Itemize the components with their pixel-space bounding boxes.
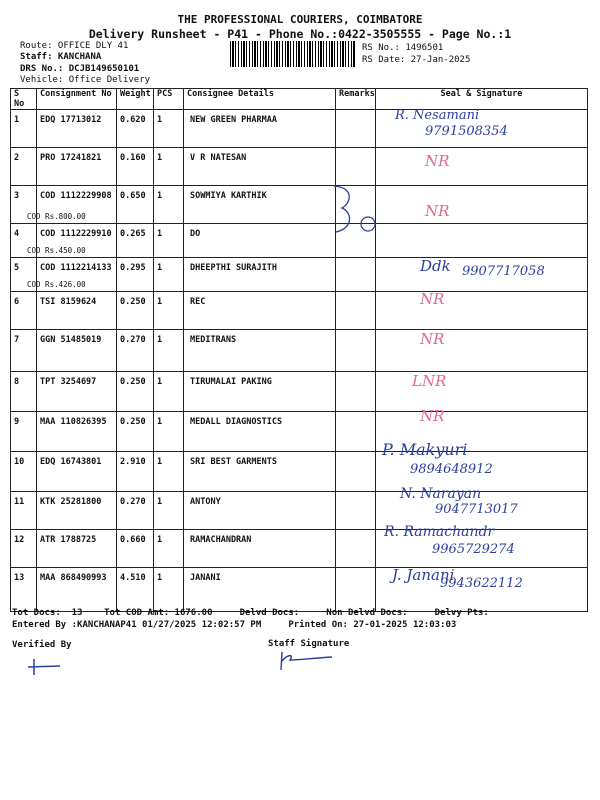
runsheet-table [10, 88, 588, 612]
row-remarks [336, 292, 376, 330]
row-remarks [336, 110, 376, 148]
table-row [11, 492, 588, 530]
row-consignee: RAMACHANDRAN [184, 530, 336, 568]
verified-signature [26, 655, 66, 677]
row-consignment: COD 1112214133 COD Rs.426.00 [37, 258, 117, 292]
row-consignee: ANTONY [184, 492, 336, 530]
table-row [11, 186, 588, 224]
row-weight: 0.650 [117, 186, 154, 224]
row-consignee: SRI BEST GARMENTS [184, 452, 336, 492]
row-remarks [336, 412, 376, 452]
barcode [230, 41, 356, 67]
row-seal-signature [376, 452, 588, 492]
handwritten-phone: 9943622112 [440, 576, 523, 591]
row-pcs: 1 [154, 372, 184, 412]
row-sno: 8 [11, 372, 37, 412]
table-row [11, 530, 588, 568]
handwritten-nr: NR [420, 407, 445, 425]
row-pcs: 1 [154, 148, 184, 186]
row-sno: 1 [11, 110, 37, 148]
row-remarks [336, 372, 376, 412]
row-consignee: SOWMIYA KARTHIK [184, 186, 336, 224]
col-consignee: Consignee Details [184, 89, 336, 110]
col-remarks: Remarks [336, 89, 376, 110]
table-row [11, 110, 588, 148]
entered-by-line: Entered By :KANCHANAP41 01/27/2025 12:02:57 PM Printed On: 27-01-2025 12:03:03 [12, 620, 457, 630]
row-remarks [336, 492, 376, 530]
bracket-mark [330, 184, 380, 236]
row-sno: 13 [11, 568, 37, 612]
row-sno: 11 [11, 492, 37, 530]
handwritten-phone: 9791508354 [425, 124, 508, 139]
col-weight: Weight [117, 89, 154, 110]
row-seal-signature [376, 258, 588, 292]
row-pcs: 1 [154, 452, 184, 492]
row-seal-signature [376, 224, 588, 258]
row-sno: 5 [11, 258, 37, 292]
handwritten-name: R. Ramachandr [384, 524, 495, 540]
row-pcs: 1 [154, 568, 184, 612]
row-consignment: COD 1112229910 COD Rs.450.00 [37, 224, 117, 258]
row-pcs: 1 [154, 110, 184, 148]
handwritten-nr: NR [420, 330, 445, 348]
handwritten-name: N. Narayan [400, 486, 482, 502]
handwritten-signature: Ddk [420, 257, 451, 275]
handwritten-nr: LNR [412, 372, 447, 390]
row-consignment: TPT 3254697 [37, 372, 117, 412]
row-sno: 12 [11, 530, 37, 568]
table-row [11, 412, 588, 452]
row-weight: 0.270 [117, 492, 154, 530]
col-sno: S No [11, 89, 37, 110]
row-remarks [336, 452, 376, 492]
row-weight: 0.265 [117, 224, 154, 258]
row-consignment: ATR 1788725 [37, 530, 117, 568]
table-row [11, 330, 588, 372]
handwritten-nr: NR [425, 152, 450, 170]
row-consignment: GGN 51485019 [37, 330, 117, 372]
row-consignment: EDQ 17713012 [37, 110, 117, 148]
route-label: Route: OFFICE DLY 41 [20, 41, 129, 51]
row-seal-signature [376, 530, 588, 568]
row-consignee: V R NATESAN [184, 148, 336, 186]
cod-amount: COD Rs.450.00 [27, 246, 86, 255]
row-pcs: 1 [154, 224, 184, 258]
row-consignment: PRO 17241821 [37, 148, 117, 186]
row-consignee: NEW GREEN PHARMAA [184, 110, 336, 148]
row-consignment: KTK 25281800 [37, 492, 117, 530]
rs-date: RS Date: 27-Jan-2025 [362, 55, 471, 65]
table-row [11, 224, 588, 258]
row-sno: 9 [11, 412, 37, 452]
row-weight: 2.910 [117, 452, 154, 492]
row-weight: 0.160 [117, 148, 154, 186]
row-consignee: REC [184, 292, 336, 330]
row-weight: 4.510 [117, 568, 154, 612]
row-pcs: 1 [154, 492, 184, 530]
row-weight: 0.295 [117, 258, 154, 292]
handwritten-phone: 9047713017 [435, 502, 518, 517]
col-pcs: PCS [154, 89, 184, 110]
row-consignment: MAA 868490993 [37, 568, 117, 612]
row-sno: 2 [11, 148, 37, 186]
handwritten-name: R. Nesamani [395, 108, 480, 123]
row-remarks [336, 330, 376, 372]
row-seal-signature [376, 372, 588, 412]
row-consignee: DHEEPTHI SURAJITH [184, 258, 336, 292]
row-remarks [336, 148, 376, 186]
verified-by-label: Verified By [12, 640, 72, 650]
row-consignee: MEDITRANS [184, 330, 336, 372]
row-remarks [336, 530, 376, 568]
row-pcs: 1 [154, 412, 184, 452]
cod-amount: COD Rs.800.00 [27, 212, 86, 221]
row-pcs: 1 [154, 530, 184, 568]
handwritten-phone: 9894648912 [410, 462, 493, 477]
row-weight: 0.270 [117, 330, 154, 372]
row-consignment: TSI 8159624 [37, 292, 117, 330]
totals-line: Tot Docs: 13 Tot COD Amt: 1676.00 Delvd Docs: Non Delvd Docs: Delvy Pts: [12, 608, 489, 618]
drs-number: DRS No.: DCJB149650101 [20, 64, 140, 74]
row-seal-signature [376, 568, 588, 612]
table-row [11, 452, 588, 492]
row-seal-signature [376, 186, 588, 224]
row-consignee: MEDALL DIAGNOSTICS [184, 412, 336, 452]
row-consignment: EDQ 16743801 [37, 452, 117, 492]
company-title: THE PROFESSIONAL COURIERS, COIMBATORE [177, 13, 423, 26]
row-sno: 6 [11, 292, 37, 330]
row-consignee: TIRUMALAI PAKING [184, 372, 336, 412]
row-remarks [336, 258, 376, 292]
row-seal-signature [376, 492, 588, 530]
row-consignment: COD 1112229908 COD Rs.800.00 [37, 186, 117, 224]
row-seal-signature [376, 148, 588, 186]
col-seal-signature: Seal & Signature [376, 89, 588, 110]
row-weight: 0.250 [117, 412, 154, 452]
row-sno: 10 [11, 452, 37, 492]
row-seal-signature [376, 292, 588, 330]
row-weight: 0.660 [117, 530, 154, 568]
col-consignment: Consignment No [37, 89, 117, 110]
row-seal-signature [376, 412, 588, 452]
row-remarks [336, 568, 376, 612]
handwritten-nr: NR [425, 202, 450, 220]
row-sno: 4 [11, 224, 37, 258]
row-seal-signature [376, 330, 588, 372]
rs-number: RS No.: 1496501 [362, 43, 444, 53]
handwritten-nr: NR [420, 290, 445, 308]
row-sno: 3 [11, 186, 37, 224]
table-row [11, 148, 588, 186]
staff-signature-label: Staff Signature [268, 639, 350, 649]
row-weight: 0.250 [117, 292, 154, 330]
cod-amount: COD Rs.426.00 [27, 280, 86, 289]
handwritten-name: J. Janani [392, 566, 455, 584]
row-consignment: MAA 110826395 [37, 412, 117, 452]
row-consignee: JANANI [184, 568, 336, 612]
table-row [11, 568, 588, 612]
handwritten-phone: 9965729274 [432, 542, 515, 557]
row-sno: 7 [11, 330, 37, 372]
row-pcs: 1 [154, 258, 184, 292]
table-header-row [11, 89, 588, 110]
handwritten-phone: 9907717058 [462, 264, 545, 279]
runsheet-subtitle: Delivery Runsheet - P41 - Phone No.:0422-3505555 - Page No.:1 [88, 27, 512, 41]
row-weight: 0.250 [117, 372, 154, 412]
staff-label: Staff: KANCHANA [20, 52, 102, 62]
row-pcs: 1 [154, 330, 184, 372]
row-consignee: DO [184, 224, 336, 258]
table-row [11, 292, 588, 330]
row-weight: 0.620 [117, 110, 154, 148]
staff-signature [276, 648, 336, 674]
row-seal-signature [376, 110, 588, 148]
table-row [11, 258, 588, 292]
vehicle-label: Vehicle: Office Delivery [20, 75, 151, 85]
row-pcs: 1 [154, 186, 184, 224]
table-row [11, 372, 588, 412]
handwritten-name: P. Makyuri [382, 440, 468, 459]
row-pcs: 1 [154, 292, 184, 330]
